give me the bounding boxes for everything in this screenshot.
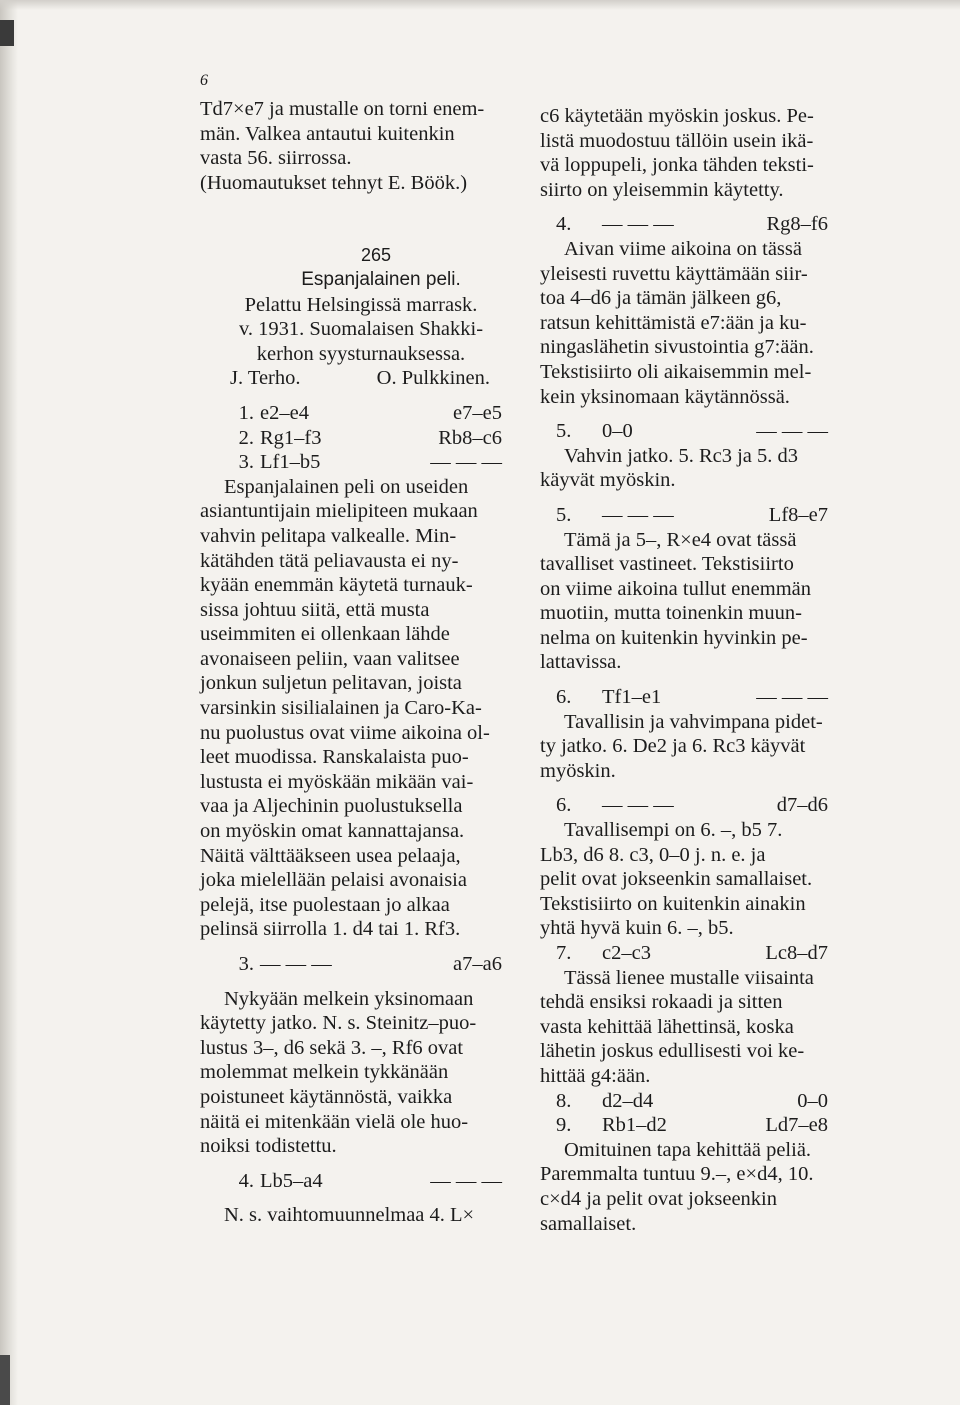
scan-bottom-mark xyxy=(0,1355,10,1405)
text-line: yleisesti ruvettu käyttämään siir- xyxy=(540,262,808,285)
text-line: Paremmalta tuntuu 9.–, e×d4, 10. xyxy=(540,1163,814,1186)
text-line: pelejä, itse puolestaan jo alkaa xyxy=(200,893,450,916)
text-line: nu puolustus ovat viime aikoina ol- xyxy=(200,721,490,744)
text-line: män. Valkea antautui kuitenkin xyxy=(200,122,455,145)
text-line: listä muodostuu tällöin usein ikä- xyxy=(540,129,814,152)
text-line: ty jatko. 6. De2 ja 6. Rc3 käyvät xyxy=(540,735,806,758)
move-row xyxy=(540,1113,872,1138)
text-line: lustus 3–, d6 sekä 3. –, Rf6 ovat xyxy=(200,1036,464,1059)
move-number: 3. xyxy=(238,451,254,474)
move-number: 4. xyxy=(238,1169,254,1192)
text-line: lustusta ei myöskään mikään vai- xyxy=(200,770,474,793)
black-move: d7–d6 xyxy=(776,794,828,817)
move-row xyxy=(200,426,522,451)
text-line: useimmiten ei ollenkaan lähde xyxy=(200,623,450,646)
move-row xyxy=(540,793,872,818)
black-move: a7–a6 xyxy=(453,953,502,975)
move-number: 3. xyxy=(238,953,254,975)
player-black: O. Pulkkinen. xyxy=(376,367,490,390)
venue-info xyxy=(200,293,522,367)
left-column xyxy=(200,97,522,1228)
black-move: — — — xyxy=(430,451,502,474)
text-line: vä loppupeli, jonka tähden teksti- xyxy=(540,154,814,177)
text-line: Aivan viime aikoina on tässä xyxy=(564,237,802,260)
text-line: myöskin. xyxy=(540,759,616,782)
text-line: kerhon syysturnauksessa. xyxy=(256,342,466,365)
game-title: Espanjalainen peli. xyxy=(301,268,461,290)
text-line: v. 1931. Suomalaisen Shakki- xyxy=(238,318,484,341)
text-line: toa 4–d6 ja tämän jälkeen g6, xyxy=(540,287,782,310)
text-line: siirto on yleisemmin käytetty. xyxy=(540,178,784,201)
scan-edge-top xyxy=(0,0,960,10)
text-line: kyään enemmän käytetä turnauk- xyxy=(200,574,473,597)
white-move: Lb5–a4 xyxy=(260,1169,323,1192)
text-line: noiksi todistettu. xyxy=(200,1135,337,1158)
comment-strange-development xyxy=(540,1138,872,1236)
text-line: joka mielellään pelaisi avonaisia xyxy=(200,869,467,892)
text-line: vahvin pelitapa valkealle. Min- xyxy=(200,524,457,547)
white-move: e2–e4 xyxy=(260,401,309,424)
move-number: 7. xyxy=(556,942,572,964)
text-line: vasta 56. siirrossa. xyxy=(200,147,352,170)
text-line: sissa johtuu siitä, että musta xyxy=(200,598,430,621)
white-move: — — — xyxy=(260,953,332,975)
text-line: hittää g4:ään. xyxy=(540,1064,651,1087)
text-line: asiantuntijain mielipiteen mukaan xyxy=(200,500,478,523)
black-move: Lc8–d7 xyxy=(765,942,828,964)
page-number: 6 xyxy=(200,72,208,89)
move-row xyxy=(200,1169,522,1194)
text-line: Vahvin jatko. 5. Rc3 ja 5. d3 xyxy=(564,444,799,467)
moves-opening xyxy=(200,401,522,475)
comment-knight-development xyxy=(540,237,872,409)
black-move: Ld7–e8 xyxy=(765,1114,828,1137)
text-line: lähetin joskus edullisesti voi ke- xyxy=(540,1040,805,1063)
text-line: käytetty jatko. N. s. Steinitz–puo- xyxy=(200,1012,477,1035)
text-line: Omituinen tapa kehittää peliä. xyxy=(564,1138,812,1161)
white-move: c2–c3 xyxy=(602,942,651,964)
white-move: 0–0 xyxy=(602,420,633,443)
text-line: poistuneet käytännöstä, vaikka xyxy=(200,1085,453,1108)
comment-steinitz xyxy=(200,987,522,1159)
comment-castle-first xyxy=(540,966,872,1089)
move-number: 6. xyxy=(556,794,572,817)
white-move: Rb1–d2 xyxy=(602,1114,667,1137)
move-row xyxy=(540,503,872,528)
text-line: pelit ovat jokseenkin samallaiset. xyxy=(540,868,813,891)
white-move: Lf1–b5 xyxy=(260,451,321,474)
text-line: Nykyään melkein yksinomaan xyxy=(224,987,474,1010)
black-move: — — — xyxy=(430,1169,502,1192)
text-line: Tämä ja 5–, R×e4 ovat tässä xyxy=(564,528,797,551)
intro-paragraph xyxy=(200,97,522,195)
text-line: on viime aikoina tullut enemmän xyxy=(540,577,811,600)
text-line: käyvät myöskin. xyxy=(540,469,676,492)
text-line: ningaslähetin sivustointia g7:ään. xyxy=(540,336,814,359)
players xyxy=(200,366,522,391)
white-move: Rg1–f3 xyxy=(260,426,322,449)
white-move: — — — xyxy=(602,794,674,817)
move-number: 1. xyxy=(238,401,254,424)
move-number: 5. xyxy=(556,420,572,443)
move-row xyxy=(200,952,522,977)
text-line: nelma on kuitenkin hyvinkin pe- xyxy=(540,626,808,649)
text-line: ratsun kehittämistä e7:ään ja ku- xyxy=(540,311,807,334)
text-line: Tekstisiirto oli aikaisemmin mel- xyxy=(540,360,812,383)
text-line: on myöskin omat kannattajansa. xyxy=(200,820,465,843)
text-line: muotiin, mutta toinenkin muun- xyxy=(540,602,802,625)
text-line: Näitä välttääkseen usea pelaaja, xyxy=(200,844,461,867)
white-move: d2–d4 xyxy=(602,1089,654,1112)
move-number: 6. xyxy=(556,686,572,709)
move-row xyxy=(540,212,872,237)
scan-corner-mark xyxy=(0,20,14,46)
text-line: pelinsä siirrolla 1. d4 tai 1. Rf3. xyxy=(200,918,461,941)
text-line: Tavallisempi on 6. –, b5 7. xyxy=(564,819,783,842)
move-row xyxy=(200,450,522,475)
text-line: c6 käytetään myöskin joskus. Pe- xyxy=(540,105,814,127)
comment-exchange-variation xyxy=(540,104,872,202)
text-line: kein yksinomaan käytännössä. xyxy=(540,385,790,408)
black-move: e7–e5 xyxy=(453,401,502,424)
move-row xyxy=(540,941,872,966)
text-line: lattavissa. xyxy=(540,651,622,674)
text-line: leet muodissa. Ranskalaista puo- xyxy=(200,746,469,769)
move-row xyxy=(200,401,522,426)
black-move: — — — xyxy=(756,420,828,443)
text-line: Td7×e7 ja mustalle on torni enem- xyxy=(200,98,485,120)
black-move: 0–0 xyxy=(797,1089,828,1112)
right-column xyxy=(540,104,872,1236)
text-line: samallaiset. xyxy=(540,1212,637,1235)
text-line: varsinkin sisilialainen ja Caro-Ka- xyxy=(200,697,482,720)
comment-most-usual xyxy=(540,710,872,784)
white-move: — — — xyxy=(602,213,674,236)
text-line: c×d4 ja pelit ovat jokseenkin xyxy=(540,1187,778,1210)
text-line: tehdä ensiksi rokaadi ja sitten xyxy=(540,991,783,1014)
move-number: 8. xyxy=(556,1089,572,1112)
text-line: vasta kehittää lähettinsä, koska xyxy=(540,1015,794,1038)
move-number: 4. xyxy=(556,213,572,236)
text-line: näitä ei mitenkään vielä ole huo- xyxy=(200,1110,469,1133)
move-row xyxy=(540,419,872,444)
comment-spanish-game xyxy=(200,475,522,942)
white-move: Tf1–e1 xyxy=(602,686,662,709)
black-move: — — — xyxy=(756,686,828,709)
text-line: (Huomautukset tehnyt E. Böök.) xyxy=(200,171,468,194)
text-line: N. s. vaihtomuunnelmaa 4. L× xyxy=(224,1204,475,1227)
black-move: Rb8–c6 xyxy=(438,426,502,449)
text-line: yhtä hyvä kuin 6. –, b5. xyxy=(540,917,734,940)
black-move: Lf8–e7 xyxy=(768,503,828,526)
move-number: 5. xyxy=(556,503,572,526)
text-line: avonaiseen peliin, vaan valitsee xyxy=(200,647,460,670)
text-line: jonkun suljetun pelitavan, joista xyxy=(200,672,462,695)
text-line: vaa ja Aljechinin puolustuksella xyxy=(200,795,463,818)
text-line: Lb3, d6 8. c3, 0–0 j. n. e. ja xyxy=(540,843,766,866)
comment-strongest-continuation xyxy=(540,444,872,493)
move-number: 9. xyxy=(556,1114,572,1137)
move-row xyxy=(540,685,872,710)
text-line: Pelattu Helsingissä marrask. xyxy=(244,293,478,316)
white-move: — — — xyxy=(602,503,674,526)
text-line: molemmat melkein tykkänään xyxy=(200,1061,449,1084)
text-line: Tavallisin ja vahvimpana pidet- xyxy=(564,710,823,733)
comment-usual-replies xyxy=(540,528,872,676)
player-white: J. Terho. xyxy=(230,367,301,390)
game-number: 265 xyxy=(360,245,392,266)
text-line: Espanjalainen peli on useiden xyxy=(224,475,469,498)
comment-more-usual xyxy=(540,818,872,941)
text-line: Tekstisiirto on kuitenkin ainakin xyxy=(540,892,806,915)
black-move: Rg8–f6 xyxy=(766,213,828,236)
move-number: 2. xyxy=(238,426,254,449)
scan-edge-left xyxy=(0,0,18,1405)
text-line: Tässä lienee mustalle viisainta xyxy=(564,966,814,989)
move-row xyxy=(540,1089,872,1114)
text-line: tavalliset vastineet. Tekstisiirto xyxy=(540,553,794,576)
text-line: kätähden tätä peliavausta ei ny- xyxy=(200,549,459,572)
